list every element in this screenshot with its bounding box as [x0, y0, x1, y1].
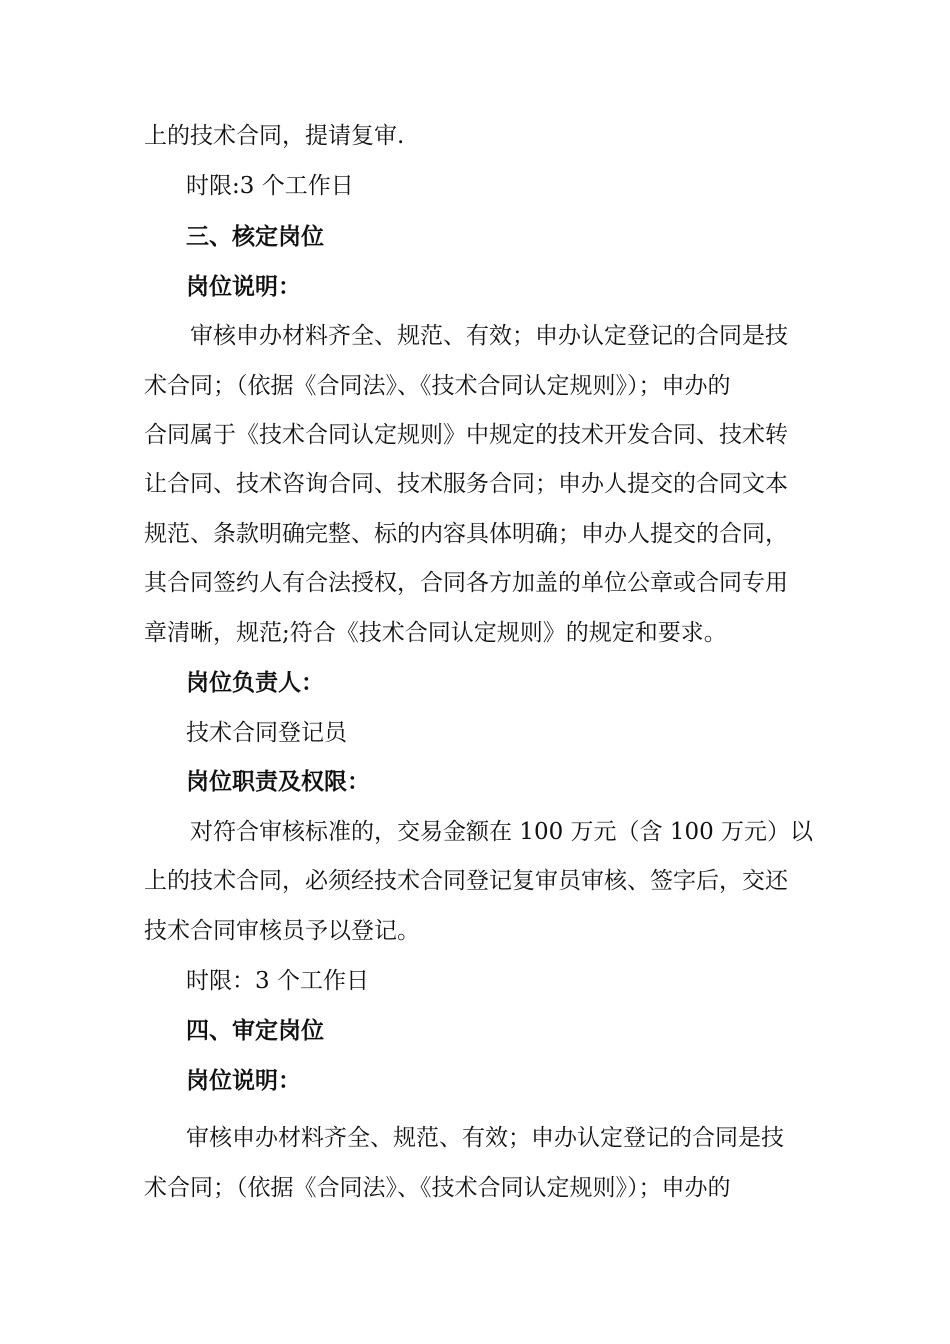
- text-line: 术合同；（依据《合同法》、《技术合同认定规则》）；申办的: [144, 1175, 731, 1201]
- text-line: 审核申办材料齐全、规范、有效；申办认定登记的合同是技: [190, 323, 788, 349]
- section-heading: 三、核定岗位: [186, 223, 324, 250]
- time-limit-line: 时限：3 个工作日: [186, 968, 369, 994]
- text-line: 技术合同登记员: [186, 720, 347, 746]
- text-line: 其合同签约人有合法授权，合同各方加盖的单位公章或合同专用: [144, 570, 788, 596]
- text-line: 审核申办材料齐全、规范、有效；申办认定登记的合同是技: [186, 1125, 784, 1151]
- text-line: 上的技术合同，提请复审.: [144, 123, 405, 149]
- text-line: 让合同、技术咨询合同、技术服务合同；申办人提交的合同文本: [144, 471, 788, 497]
- text-line: 对符合审核标准的，交易金额在 100 万元（含 100 万元）以: [190, 819, 814, 845]
- section-heading: 四、审定岗位: [186, 1017, 324, 1044]
- text-line: 上的技术合同，必须经技术合同登记复审员审核、签字后，交还: [144, 868, 788, 894]
- text-line: 规范、条款明确完整、标的内容具体明确；申办人提交的合同，: [144, 521, 788, 547]
- text-line: 章清晰，规范;符合《技术合同认定规则》的规定和要求。: [144, 620, 727, 646]
- subheading: 岗位职责及权限：: [186, 768, 370, 795]
- subheading: 岗位说明：: [186, 1067, 301, 1094]
- time-limit-line: 时限:3 个工作日: [186, 173, 354, 199]
- text-line: 术合同；（依据《合同法》、《技术合同认定规则》）；申办的: [144, 373, 731, 399]
- subheading: 岗位负责人：: [186, 669, 324, 696]
- subheading: 岗位说明：: [186, 273, 301, 300]
- text-line: 合同属于《技术合同认定规则》中规定的技术开发合同、技术转: [144, 422, 788, 448]
- text-line: 技术合同审核员予以登记。: [144, 918, 420, 944]
